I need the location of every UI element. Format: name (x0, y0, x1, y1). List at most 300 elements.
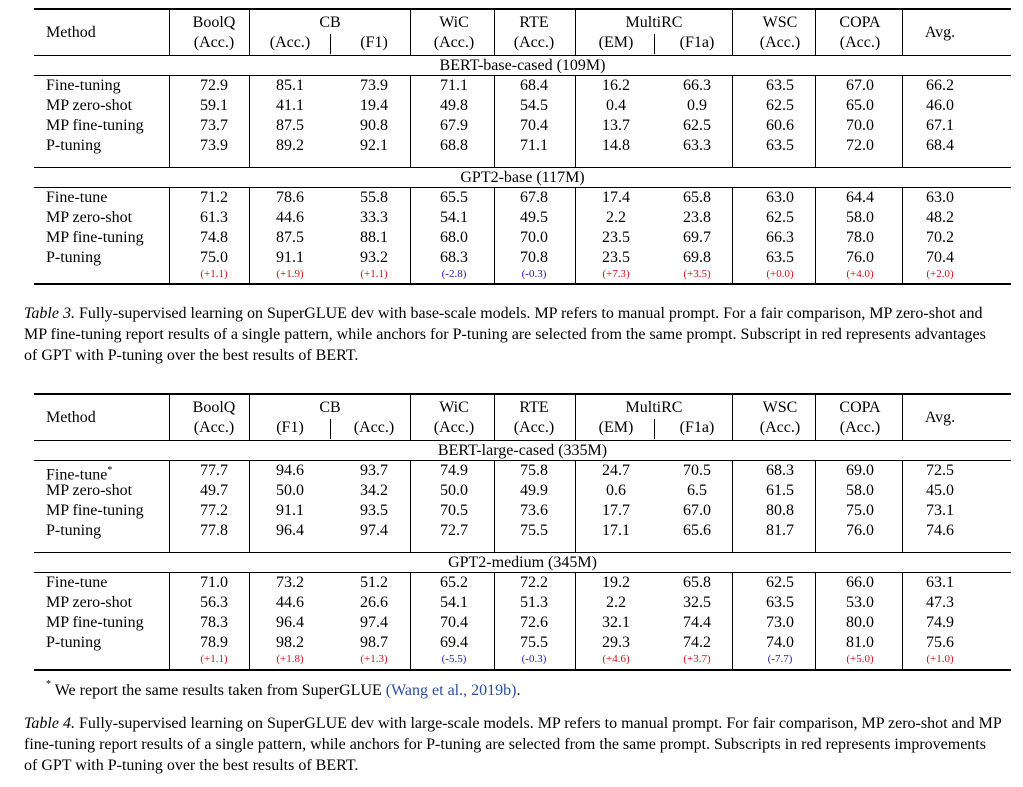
improvement-delta: (-2.8) (441, 268, 467, 280)
table-cell: 72.7 (440, 522, 468, 539)
table-cell: 63.3 (683, 137, 711, 154)
section-rule (34, 572, 1011, 573)
table-cell: 32.1 (602, 614, 630, 631)
table-cell: 74.8 (200, 229, 228, 246)
table-cell: 16.2 (602, 77, 630, 94)
improvement-delta: (-7.7) (767, 653, 793, 665)
table-cell: 75.6 (926, 634, 954, 651)
table-cell: 51.2 (360, 574, 388, 591)
method-name (46, 137, 101, 155)
table-cell: 73.0 (766, 614, 794, 631)
section-rule (34, 460, 1011, 461)
table-cell: 41.1 (276, 97, 304, 114)
column-divider (575, 461, 576, 552)
table-cell: 65.8 (683, 574, 711, 591)
table-cell: 70.0 (846, 117, 874, 134)
column-divider (169, 461, 170, 552)
table-cell: 62.5 (683, 117, 711, 134)
table-cell: 85.1 (276, 77, 304, 94)
wic-header: WiC (439, 14, 469, 31)
table-cell: 74.0 (766, 634, 794, 651)
method-label: P-tuning (46, 137, 102, 154)
table-cell: 94.6 (276, 462, 304, 479)
column-divider (732, 76, 733, 167)
rte-header: RTE (519, 399, 549, 416)
column-divider (815, 76, 816, 167)
table-cell: 68.3 (440, 249, 468, 266)
method-name (46, 209, 132, 227)
column-divider (575, 573, 576, 669)
method-label: MP zero-shot (46, 97, 133, 114)
table-cell: 68.3 (766, 462, 794, 479)
metric-subheader: (Acc.) (513, 419, 555, 436)
table-cell: 67.1 (926, 117, 954, 134)
column-divider (494, 573, 495, 669)
table-cell: 33.3 (360, 209, 388, 226)
table-cell: 66.3 (766, 229, 794, 246)
avg-header: Avg. (924, 409, 956, 426)
table-cell: 64.4 (846, 189, 874, 206)
table-cell: 62.5 (766, 574, 794, 591)
table-cell: 60.6 (766, 117, 794, 134)
table-cell: 92.1 (360, 137, 388, 154)
table-cell: 0.6 (606, 482, 626, 499)
column-divider (494, 76, 495, 167)
method-label: MP zero-shot (46, 482, 133, 499)
table-cell: 78.0 (846, 229, 874, 246)
metric-subheader: (Acc.) (433, 419, 475, 436)
metric-subheader: (Acc.) (353, 419, 395, 436)
method-label: MP fine-tuning (46, 502, 144, 519)
table-cell: 61.5 (766, 482, 794, 499)
table-cell: 75.5 (520, 634, 548, 651)
table-cell: 96.4 (276, 522, 304, 539)
improvement-delta: (-0.3) (521, 653, 547, 665)
method-name (46, 462, 112, 484)
table-cell: 81.7 (766, 522, 794, 539)
mid-rule (34, 552, 1011, 553)
wsc-header: WSC (762, 399, 798, 416)
table-cell: 71.0 (200, 574, 228, 591)
table-cell: 73.1 (926, 502, 954, 519)
table-cell: 6.5 (687, 482, 707, 499)
table-cell: 74.6 (926, 522, 954, 539)
table-cell: 19.2 (602, 574, 630, 591)
table-cell: 76.0 (846, 249, 874, 266)
table-cell: 58.0 (846, 209, 874, 226)
table-cell: 23.5 (602, 249, 630, 266)
table-cell: 66.0 (846, 574, 874, 591)
table-cell: 62.5 (766, 97, 794, 114)
table-cell: 73.2 (276, 574, 304, 591)
column-divider (169, 573, 170, 669)
header-rule (34, 440, 1011, 441)
column-divider (249, 188, 250, 283)
table-cell: 65.6 (683, 522, 711, 539)
table-cell: 55.8 (360, 189, 388, 206)
metric-subheader: (F1) (276, 419, 304, 436)
table-cell: 77.8 (200, 522, 228, 539)
table-cell: 72.5 (926, 462, 954, 479)
metric-subheader: (Acc.) (513, 34, 555, 51)
column-divider (410, 461, 411, 552)
avg-header: Avg. (924, 24, 956, 41)
table-cell: 74.4 (683, 614, 711, 631)
improvement-delta: (+5.0) (846, 653, 874, 665)
table-cell: 87.5 (276, 229, 304, 246)
table-cell: 45.0 (926, 482, 954, 499)
improvement-delta: (+1.1) (200, 268, 228, 280)
column-divider (410, 188, 411, 283)
table-cell: 75.8 (520, 462, 548, 479)
improvement-delta: (-0.3) (521, 268, 547, 280)
table-cell: 71.2 (200, 189, 228, 206)
column-divider (815, 461, 816, 552)
table-cell: 61.3 (200, 209, 228, 226)
method-name (46, 77, 121, 95)
table-cell: 17.7 (602, 502, 630, 519)
table-cell: 70.5 (683, 462, 711, 479)
column-divider (732, 573, 733, 669)
column-divider (494, 461, 495, 552)
table-cell: 88.1 (360, 229, 388, 246)
metric-subheader: (Acc.) (839, 419, 881, 436)
multirc-header: MultiRC (625, 399, 683, 416)
copa-header: COPA (839, 399, 881, 416)
table-cell: 49.8 (440, 97, 468, 114)
method-name (46, 229, 144, 247)
table-cell: 81.0 (846, 634, 874, 651)
column-divider (169, 76, 170, 167)
table-cell: 72.2 (520, 574, 548, 591)
table-cell: 58.0 (846, 482, 874, 499)
method-name (46, 482, 132, 500)
table-cell: 48.2 (926, 209, 954, 226)
table-cell: 44.6 (276, 209, 304, 226)
column-divider (902, 188, 903, 283)
table-cell: 65.5 (440, 189, 468, 206)
improvement-delta: (-5.5) (441, 653, 467, 665)
table-cell: 73.9 (360, 77, 388, 94)
table-cell: 19.4 (360, 97, 388, 114)
improvement-delta: (+2.0) (926, 268, 954, 280)
table-cell: 75.0 (846, 502, 874, 519)
metric-subheader: (Acc.) (193, 419, 235, 436)
method-label: P-tuning (46, 522, 102, 539)
column-divider (575, 76, 576, 167)
table-cell: 71.1 (440, 77, 468, 94)
method-header: Method (46, 409, 96, 426)
table-cell: 0.4 (606, 97, 626, 114)
footnote: * We report the same results taken from SuperGLUE (Wang et al., 2019b). (46, 679, 521, 700)
table-cell: 23.8 (683, 209, 711, 226)
table-cell: 13.7 (602, 117, 630, 134)
improvement-delta: (+4.0) (846, 268, 874, 280)
column-divider (494, 188, 495, 283)
section-title: BERT-base-cased (109M) (439, 57, 606, 74)
improvement-delta: (+1.1) (360, 268, 388, 280)
table-cell: 80.0 (846, 614, 874, 631)
table-3-caption: Table 3. Fully-supervised learning on SuperGLUE dev with base-scale models. MP refers to manual prompt. For a fair comparison, MP zero-shot and MP fine-tuning report results of a single pattern, while anchors for P-tuning are selected from the same prompt. Subscript in red represents advantages of GPT with P-tuning over the best results of BERT. (24, 305, 986, 364)
table-cell: 50.0 (276, 482, 304, 499)
metric-subheader: (Acc.) (839, 34, 881, 51)
improvement-delta: (+7.3) (602, 268, 630, 280)
table-cell: 63.1 (926, 574, 954, 591)
table-cell: 74.9 (926, 614, 954, 631)
table-cell: 67.0 (846, 77, 874, 94)
method-name (46, 189, 107, 207)
table-cell: 63.0 (766, 189, 794, 206)
table-cell: 51.3 (520, 594, 548, 611)
table-cell: 93.2 (360, 249, 388, 266)
method-name (46, 249, 101, 267)
column-divider (169, 188, 170, 283)
method-label: Fine-tune (46, 574, 108, 591)
method-name (46, 97, 132, 115)
table-cell: 69.4 (440, 634, 468, 651)
method-name (46, 117, 144, 135)
table-cell: 68.4 (520, 77, 548, 94)
table-cell: 17.4 (602, 189, 630, 206)
method-name (46, 522, 101, 540)
table-cell: 97.4 (360, 522, 388, 539)
table-cell: 54.1 (440, 209, 468, 226)
table-cell: 63.5 (766, 77, 794, 94)
method-label: MP fine-tuning (46, 117, 144, 134)
table-cell: 67.8 (520, 189, 548, 206)
table-cell: 65.8 (683, 189, 711, 206)
multirc-header: MultiRC (625, 14, 683, 31)
table-cell: 69.0 (846, 462, 874, 479)
table-cell: 68.4 (926, 137, 954, 154)
metric-subheader: (F1a) (679, 34, 715, 51)
table-cell: 80.8 (766, 502, 794, 519)
table-cell: 89.2 (276, 137, 304, 154)
metric-subheader: (EM) (598, 419, 634, 436)
table-cell: 70.0 (520, 229, 548, 246)
table-cell: 78.3 (200, 614, 228, 631)
table-cell: 29.3 (602, 634, 630, 651)
column-divider (815, 188, 816, 283)
method-label: MP fine-tuning (46, 229, 144, 246)
table-cell: 73.6 (520, 502, 548, 519)
table-cell: 70.4 (440, 614, 468, 631)
method-label: P-tuning (46, 634, 102, 651)
table-cell: 76.0 (846, 522, 874, 539)
method-name (46, 634, 101, 652)
table-4 (34, 393, 1011, 671)
table-cell: 50.0 (440, 482, 468, 499)
table-3 (34, 8, 1011, 285)
column-divider (575, 188, 576, 283)
table-cell: 63.5 (766, 137, 794, 154)
table-cell: 74.9 (440, 462, 468, 479)
table-cell: 54.1 (440, 594, 468, 611)
improvement-delta: (+1.0) (926, 653, 954, 665)
header-rule (34, 55, 1011, 56)
citation-link[interactable]: (Wang et al., 2019b) (385, 682, 517, 700)
method-label: P-tuning (46, 249, 102, 266)
table-cell: 46.0 (926, 97, 954, 114)
bottom-rule (34, 669, 1011, 671)
wic-header: WiC (439, 399, 469, 416)
metric-subheader: (Acc.) (269, 34, 311, 51)
section-rule (34, 75, 1011, 76)
table-cell: 67.0 (683, 502, 711, 519)
table-cell: 98.2 (276, 634, 304, 651)
table-cell: 93.7 (360, 462, 388, 479)
table-cell: 49.7 (200, 482, 228, 499)
column-divider (732, 188, 733, 283)
table-cell: 70.4 (926, 249, 954, 266)
column-divider (902, 461, 903, 552)
column-divider (902, 76, 903, 167)
copa-header: COPA (839, 14, 881, 31)
improvement-delta: (+1.9) (276, 268, 304, 280)
table-cell: 93.5 (360, 502, 388, 519)
table-cell: 87.5 (276, 117, 304, 134)
wsc-header: WSC (762, 14, 798, 31)
table-cell: 72.9 (200, 77, 228, 94)
table-cell: 2.2 (606, 594, 626, 611)
top-rule (34, 393, 1011, 395)
metric-subheader: (F1a) (679, 419, 715, 436)
metric-subheader: (Acc.) (759, 419, 801, 436)
table-cell: 59.1 (200, 97, 228, 114)
top-rule (34, 8, 1011, 10)
table-cell: 70.5 (440, 502, 468, 519)
section-title: BERT-large-cased (335M) (437, 442, 608, 459)
method-name (46, 614, 144, 632)
rte-header: RTE (519, 14, 549, 31)
table-cell: 49.5 (520, 209, 548, 226)
table-cell: 72.0 (846, 137, 874, 154)
table-cell: 44.6 (276, 594, 304, 611)
table-cell: 74.2 (683, 634, 711, 651)
table-cell: 49.9 (520, 482, 548, 499)
improvement-delta: (+0.0) (766, 268, 794, 280)
column-divider (410, 573, 411, 669)
table-cell: 78.9 (200, 634, 228, 651)
table-cell: 91.1 (276, 249, 304, 266)
table-cell: 70.8 (520, 249, 548, 266)
column-divider (815, 573, 816, 669)
method-name (46, 502, 144, 520)
table-cell: 91.1 (276, 502, 304, 519)
mid-rule (34, 167, 1011, 168)
table-cell: 34.2 (360, 482, 388, 499)
table-cell: 90.8 (360, 117, 388, 134)
table-cell: 96.4 (276, 614, 304, 631)
improvement-delta: (+3.5) (683, 268, 711, 280)
table-cell: 69.7 (683, 229, 711, 246)
method-label: Fine-tune (46, 189, 108, 206)
table-cell: 62.5 (766, 209, 794, 226)
table-cell: 98.7 (360, 634, 388, 651)
method-label: Fine-tune (46, 466, 108, 484)
table-cell: 63.0 (926, 189, 954, 206)
table-cell: 72.6 (520, 614, 548, 631)
column-divider (249, 573, 250, 669)
section-rule (34, 187, 1011, 188)
method-label: MP zero-shot (46, 594, 133, 611)
metric-subheader: (F1) (360, 34, 388, 51)
table-4-caption: Table 4. Fully-supervised learning on SuperGLUE dev with large-scale models. MP refers to manual prompt. For fair comparison, MP zero-shot and MP fine-tuning report results of a single pattern, while anchors for P-tuning are selected from the same prompt. Subscripts in red represents improvements of GPT with P-tuning over the best results of BERT. (24, 715, 1002, 774)
metric-subheader: (Acc.) (193, 34, 235, 51)
column-divider (249, 461, 250, 552)
table-cell: 66.3 (683, 77, 711, 94)
table-cell: 63.5 (766, 594, 794, 611)
column-divider (732, 461, 733, 552)
table-cell: 70.4 (520, 117, 548, 134)
column-divider (249, 76, 250, 167)
table-cell: 75.5 (520, 522, 548, 539)
boolq-header: BoolQ (192, 399, 236, 416)
table-cell: 0.9 (687, 97, 707, 114)
metric-subheader: (Acc.) (759, 34, 801, 51)
table-cell: 77.7 (200, 462, 228, 479)
metric-subheader: (EM) (598, 34, 634, 51)
improvement-delta: (+1.3) (360, 653, 388, 665)
improvement-delta: (+1.8) (276, 653, 304, 665)
method-name (46, 594, 132, 612)
table-cell: 73.9 (200, 137, 228, 154)
table-cell: 14.8 (602, 137, 630, 154)
metric-subheader: (Acc.) (433, 34, 475, 51)
table-cell: 68.0 (440, 229, 468, 246)
table-cell: 67.9 (440, 117, 468, 134)
table-cell: 71.1 (520, 137, 548, 154)
table-cell: 63.5 (766, 249, 794, 266)
cb-header: CB (319, 399, 341, 416)
table-cell: 65.0 (846, 97, 874, 114)
section-title: GPT2-base (117M) (460, 169, 585, 186)
cb-header: CB (319, 14, 341, 31)
table-cell: 17.1 (602, 522, 630, 539)
table-cell: 73.7 (200, 117, 228, 134)
table-cell: 2.2 (606, 209, 626, 226)
table-cell: 26.6 (360, 594, 388, 611)
section-title: GPT2-medium (345M) (448, 554, 597, 571)
improvement-delta: (+3.7) (683, 653, 711, 665)
table-cell: 32.5 (683, 594, 711, 611)
bottom-rule (34, 283, 1011, 285)
table-cell: 24.7 (602, 462, 630, 479)
boolq-header: BoolQ (192, 14, 236, 31)
table-cell: 56.3 (200, 594, 228, 611)
table-cell: 47.3 (926, 594, 954, 611)
table-cell: 78.6 (276, 189, 304, 206)
table-cell: 23.5 (602, 229, 630, 246)
table-cell: 54.5 (520, 97, 548, 114)
table-cell: 75.0 (200, 249, 228, 266)
method-name (46, 574, 107, 592)
table-cell: 68.8 (440, 137, 468, 154)
method-label: MP fine-tuning (46, 614, 144, 631)
column-divider (410, 76, 411, 167)
table-cell: 66.2 (926, 77, 954, 94)
table-cell: 69.8 (683, 249, 711, 266)
table-cell: 70.2 (926, 229, 954, 246)
method-header: Method (46, 24, 96, 41)
method-label: MP zero-shot (46, 209, 133, 226)
column-divider (902, 573, 903, 669)
table-cell: 65.2 (440, 574, 468, 591)
improvement-delta: (+4.6) (602, 653, 630, 665)
table-cell: 77.2 (200, 502, 228, 519)
improvement-delta: (+1.1) (200, 653, 228, 665)
method-label: Fine-tuning (46, 77, 121, 94)
